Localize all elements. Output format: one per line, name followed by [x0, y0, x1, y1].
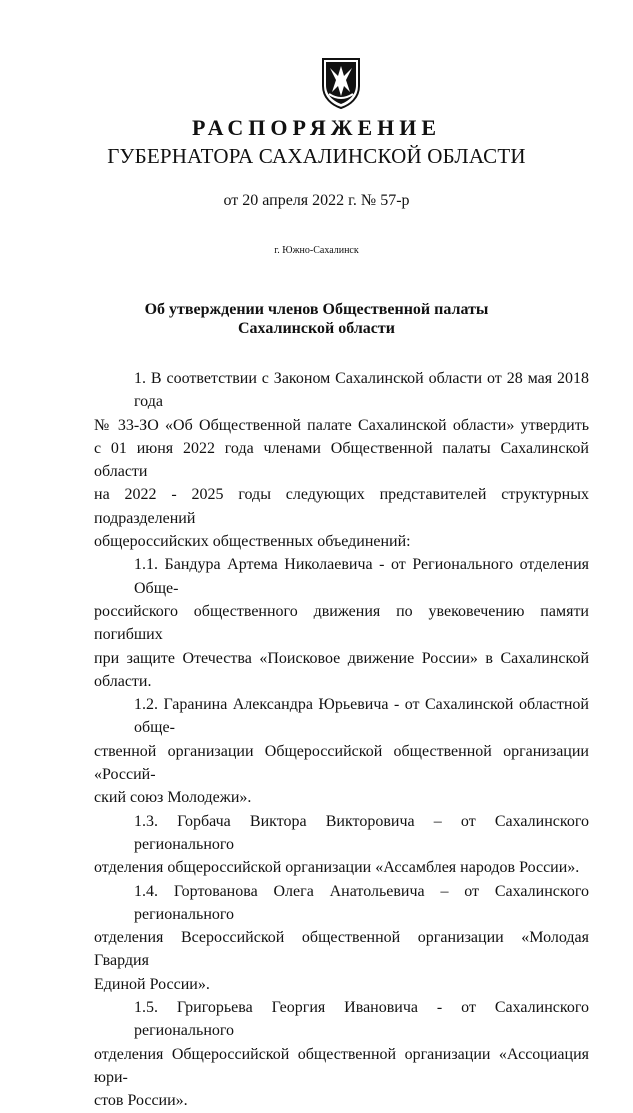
paragraph	[94, 367, 589, 553]
paragraph-line: № 33-ЗО «Об Общественной палате Сахалинской области» утвердить	[94, 416, 589, 434]
heading-line-1: Об утверждении членов Общественной палаты	[144, 301, 489, 318]
paragraph-line: отделения общероссийской организации «Ассамблея народов России».	[94, 859, 580, 877]
document-city: г. Южно-Сахалинск	[274, 245, 359, 256]
document-body	[94, 367, 589, 1113]
paragraph-line: 1.3. Горбача Виктора Викторовича – от Сахалинского регионального	[134, 812, 589, 853]
document-subtitle: ГУБЕРНАТОРА САХАЛИНСКОЙ ОБЛАСТИ	[107, 144, 526, 168]
paragraph-line: на 2022 - 2025 годы следующих представителей структурных подразделений	[94, 486, 589, 527]
paragraph-line: Единой России».	[94, 975, 210, 993]
paragraph-line: российского общественного движения по увековечению памяти погибших	[94, 602, 589, 644]
paragraph	[94, 553, 589, 693]
heading-line-2: Сахалинской области	[238, 320, 395, 337]
paragraph-line: 1.4. Гортованова Олега Анатольевича – от Сахалинского регионального	[134, 882, 589, 923]
document-title: РАСПОРЯЖЕНИЕ	[191, 115, 442, 140]
paragraph-line: отделения Общероссийской общественной организации «Ассоциация юри-	[94, 1045, 589, 1086]
paragraph	[94, 693, 589, 809]
paragraph-line: отделения Всероссийской общественной организации «Молодая Гвардия	[94, 929, 589, 970]
paragraph-line: 1.1. Бандура Артема Николаевича - от Регионального отделения Обще-	[134, 556, 589, 597]
paragraph-line: 1. В соответствии с Законом Сахалинской области от 28 мая 2018 года	[134, 370, 589, 411]
paragraph-line: общероссийских общественных объединений:	[94, 533, 411, 551]
paragraph	[94, 880, 589, 996]
paragraph	[94, 810, 589, 880]
paragraph-line: 1.2. Гаранина Александра Юрьевича - от Сахалинской областной обще-	[134, 696, 589, 737]
coat-of-arms-icon	[320, 56, 362, 110]
paragraph-line: стов России».	[94, 1092, 188, 1110]
paragraph	[94, 996, 589, 1112]
document-date: от 20 апреля 2022 г. № 57-р	[223, 192, 410, 209]
paragraph-line: при защите Отечества «Поисковое движение России» в Сахалинской области.	[94, 649, 589, 690]
paragraph-line: 1.5. Григорьева Георгия Ивановича - от Сахалинского регионального	[134, 999, 589, 1040]
paragraph-line: ственной организации Общероссийской общественной организации «Россий-	[94, 742, 589, 784]
paragraph-line: ский союз Молодежи».	[94, 789, 252, 807]
paragraph-line: с 01 июня 2022 года членами Общественной палаты Сахалинской области	[94, 439, 589, 481]
document-heading	[0, 300, 633, 338]
